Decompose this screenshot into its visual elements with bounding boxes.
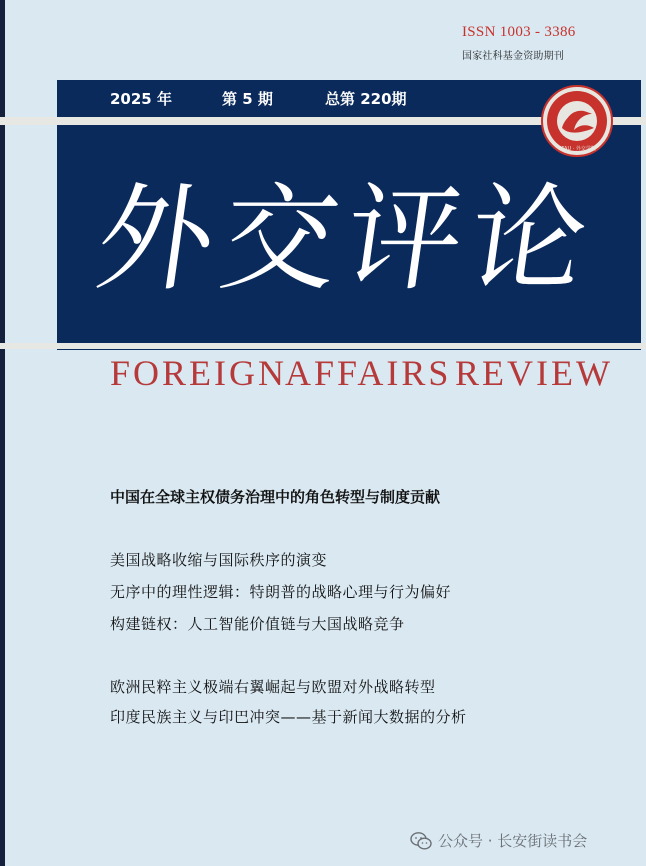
title-en-word-1: FOREIGN [110, 353, 288, 393]
article-title: 构建链权：人工智能价值链与大国战略竞争 [110, 615, 405, 633]
issn-number: ISSN 1003 - 3386 [462, 24, 576, 40]
funding-note: 国家社科基金资助期刊 [462, 51, 564, 62]
article-title: 无序中的理性逻辑：特朗普的战略心理与行为偏好 [110, 583, 452, 601]
article-title: 印度民族主义与印巴冲突——基于新闻大数据的分析 [110, 708, 467, 726]
title-en-word-3: REVIEW [455, 353, 613, 393]
logo-text: CFAU · 外交学院 [558, 146, 596, 152]
journal-title-chinese: 外交评论 [88, 172, 604, 307]
issue-number: 第 5 期 [222, 90, 273, 108]
college-logo [540, 84, 614, 158]
issue-year: 2025 年 [110, 90, 172, 108]
wechat-icon [410, 831, 432, 851]
article-title: 欧洲民粹主义极端右翼崛起与欧盟对外战略转型 [110, 678, 436, 696]
article-title: 美国战略收缩与国际秩序的演变 [110, 551, 328, 569]
bottom-stripe [0, 343, 646, 349]
watermark-text: 公众号 · 长安街读书会 [438, 832, 588, 850]
issue-total: 总第 220期 [325, 90, 407, 108]
title-en-word-2: AFFAIRS [285, 353, 452, 393]
watermark [410, 830, 587, 851]
article-title: 中国在全球主权债务治理中的角色转型与制度贡献 [110, 488, 441, 506]
